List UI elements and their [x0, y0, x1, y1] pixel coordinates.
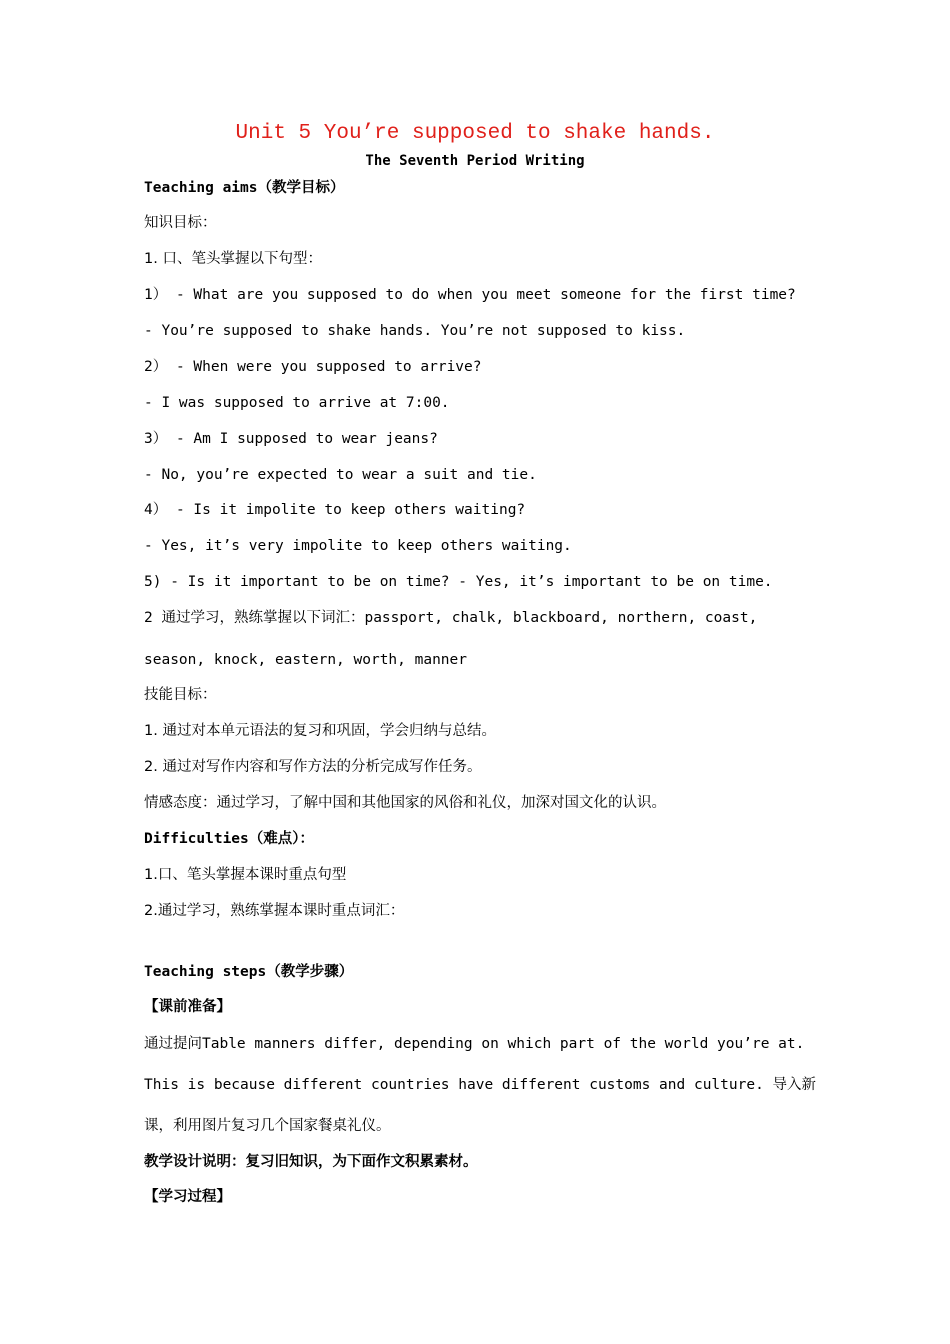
vocabulary-goal: 2 通过学习，熟练掌握以下词汇：passport, chalk, blackboard, northern, coast,	[144, 610, 758, 626]
section-heading-difficulties: Difficulties（难点）：	[144, 831, 315, 847]
prep-text-line-3: 课，利用图片复习几个国家餐桌礼仪。	[144, 1118, 391, 1134]
skill-goal-1: 1. 通过对本单元语法的复习和巩固，学会归纳与总结。	[144, 723, 496, 739]
sentence-pattern-4a: - Yes, it’s very impolite to keep others waiting.	[144, 538, 572, 554]
sentence-pattern-2a: - I was supposed to arrive at 7:00.	[144, 395, 450, 411]
difficulty-2: 2.通过学习，熟练掌握本课时重点词汇：	[144, 903, 405, 919]
document-subtitle: The Seventh Period Writing	[365, 153, 585, 169]
skill-goals-label: 技能目标：	[144, 687, 217, 703]
attitude-goal: 情感态度：通过学习，了解中国和其他国家的风俗和礼仪，加深对国文化的认识。	[144, 795, 666, 811]
section-heading-teaching-steps: Teaching steps（教学步骤）	[144, 964, 354, 980]
knowledge-goals-label: 知识目标：	[144, 215, 217, 231]
sentence-pattern-3a: - No, you’re expected to wear a suit and tie.	[144, 467, 537, 483]
sentence-pattern-1a: - You’re supposed to shake hands. You’re not supposed to kiss.	[144, 323, 686, 339]
goal-item-1: 1. 口、笔头掌握以下句型：	[144, 251, 322, 267]
prep-text-line-2: This is because different countries have different customs and culture. 导入新	[144, 1077, 817, 1093]
sentence-pattern-1q: 1） - What are you supposed to do when you meet someone for the first time?	[144, 287, 796, 303]
sentence-pattern-3q: 3） - Am I supposed to wear jeans?	[144, 431, 438, 447]
section-heading-teaching-aims: Teaching aims（教学目标）	[144, 180, 345, 196]
sentence-pattern-5: 5) - Is it important to be on time? - Yes, it’s important to be on time.	[144, 574, 773, 590]
design-note: 教学设计说明：复习旧知识，为下面作文积累素材。	[144, 1154, 478, 1170]
document-title: Unit 5 You’re supposed to shake hands.	[235, 122, 715, 145]
prep-text-line-1: 通过提问Table manners differ, depending on which part of the world you’re at.	[144, 1036, 805, 1052]
vocabulary-goal-continued: season, knock, eastern, worth, manner	[144, 652, 468, 668]
difficulty-1: 1.口、笔头掌握本课时重点句型	[144, 867, 347, 883]
sentence-pattern-4q: 4） - Is it impolite to keep others waiting?	[144, 502, 526, 518]
sentence-pattern-2q: 2） - When were you supposed to arrive?	[144, 359, 482, 375]
pre-class-prep-heading: 【课前准备】	[144, 999, 231, 1015]
learning-process-heading: 【学习过程】	[144, 1189, 231, 1205]
skill-goal-2: 2. 通过对写作内容和写作方法的分析完成写作任务。	[144, 759, 482, 775]
